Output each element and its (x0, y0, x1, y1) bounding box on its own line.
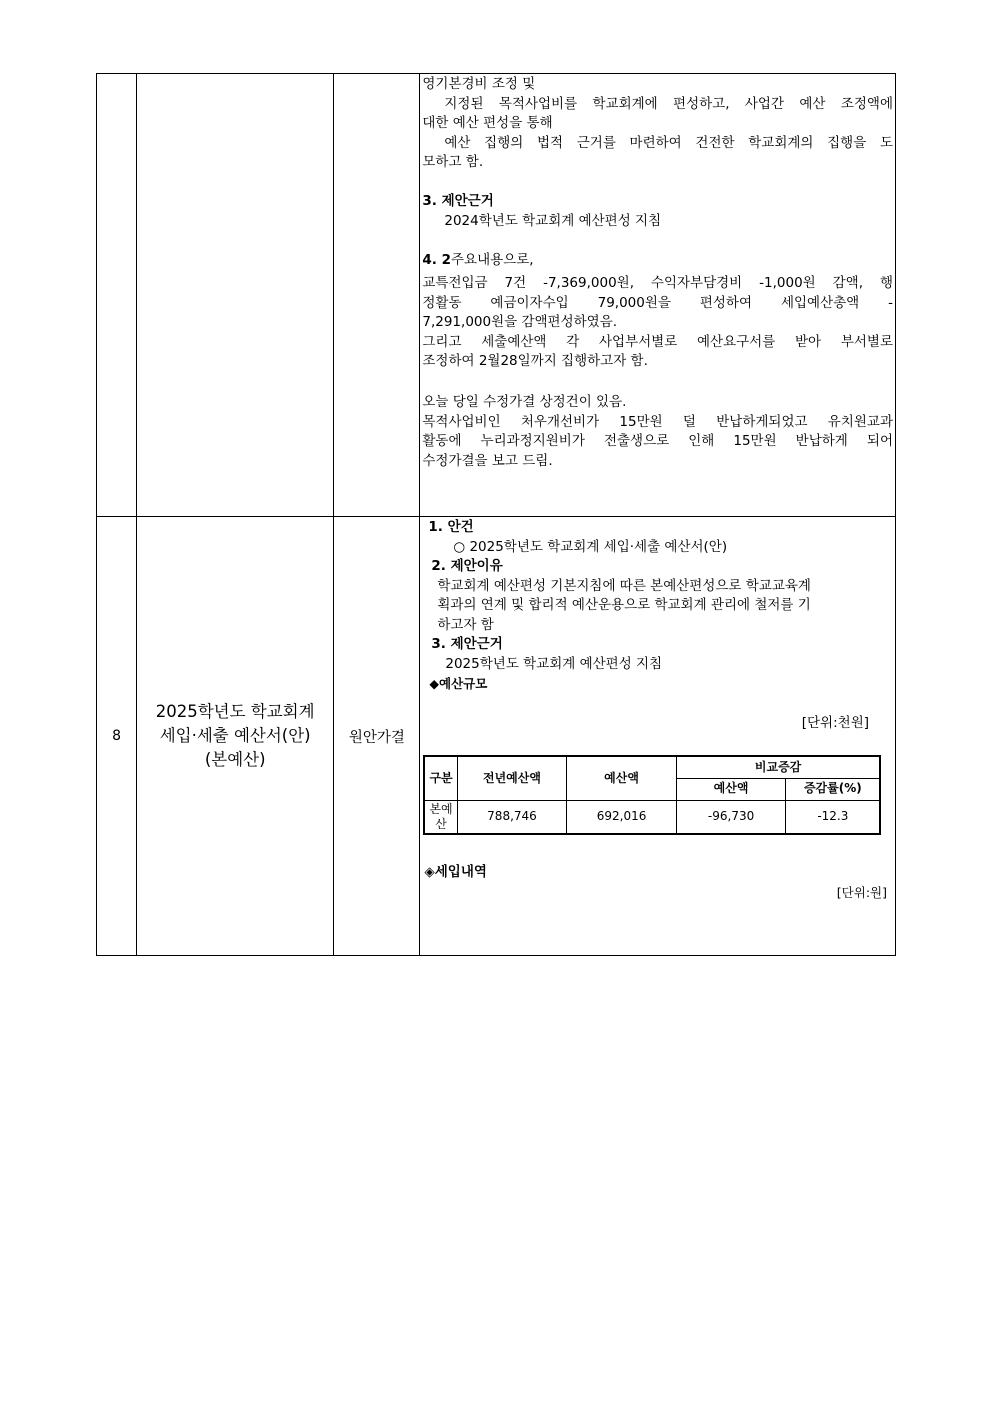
text-line: ○ 2025학년도 학교회계 세입·세출 예산서(안) (453, 538, 728, 555)
agenda-number: 8 (97, 517, 137, 956)
text-line: 예산 집행의 법적 근거를 마련하여 건전한 학교회계의 집행을 도 (444, 134, 893, 151)
text-line: 학교회계 예산편성 기본지침에 따른 본예산편성으로 학교교육계 (437, 577, 811, 594)
section-heading: 1. 안건 (428, 519, 474, 535)
agenda-content-cell (420, 517, 896, 956)
unit-label: [단위:천원] (801, 714, 869, 731)
budget-scale-heading: ◆예산규모 (429, 676, 488, 691)
section-heading: 3. 제안근거 (422, 193, 494, 209)
agenda-row-8 (97, 517, 896, 956)
header-diff-amount: 예산액 (676, 778, 786, 800)
agenda-title-line: 세입·세출 예산서(안) (159, 726, 311, 745)
text-line: 대한 예산 편성을 통해 (422, 115, 553, 131)
text-line: 하고자 함 (437, 616, 494, 633)
revenue-heading: ◈세입내역 (424, 864, 487, 880)
header-prev-budget: 전년예산액 (457, 756, 567, 800)
text-line: 오늘 당일 수정가결 상정건이 있음. (422, 394, 627, 410)
text-line: 활동에 누리과정지원비가 전출생으로 인해 15만원 반납하게 되어 (422, 433, 893, 449)
text-line: 정활동 예금이자수입 79,000원을 편성하여 세입예산총액 - (422, 294, 893, 311)
section-heading: 4. 2주요내용으로, (422, 251, 534, 268)
header-budget: 예산액 (567, 756, 677, 800)
budget-value: 692,016 (567, 800, 677, 834)
agenda-title-line: 2025학년도 학교회계 (155, 702, 315, 721)
text-line: 지정된 목적사업비를 학교회계에 편성하고, 사업간 예산 조정액에 (444, 95, 893, 112)
row-label: 본예산 (424, 800, 457, 834)
text-line: 7,291,000원을 감액편성하였음. (422, 314, 618, 330)
row1-title-cell (137, 74, 334, 517)
text-line: 조정하여 2월28일까지 집행하고자 함. (422, 353, 648, 369)
header-comparison: 비교증감 (676, 756, 880, 778)
agenda-decision: 원안가결 (334, 517, 420, 956)
text-line: 2025학년도 학교회계 예산편성 지침 (445, 655, 663, 672)
meeting-agenda-table (96, 73, 896, 956)
header-change-rate: 증감률(%) (786, 778, 881, 800)
diff-value: -96,730 (676, 800, 786, 834)
section-heading: 2. 제안이유 (431, 558, 503, 574)
text-line: 영기본경비 조정 및 (422, 76, 536, 92)
agenda-title-line: (본예산) (204, 750, 266, 769)
text-line: 모하고 함. (422, 154, 484, 170)
rate-value: -12.3 (786, 800, 881, 834)
row1-decision-cell (334, 74, 420, 517)
prev-budget-value: 788,746 (457, 800, 567, 834)
agenda-row-continued (97, 74, 896, 517)
text-line: 목적사업비인 처우개선비가 15만원 덜 반납하게되었고 유치원교과 (422, 413, 893, 430)
text-line: 획과의 연계 및 합리적 예산운용으로 학교회계 관리에 철저를 기 (437, 597, 811, 613)
text-line: 2024학년도 학교회계 예산편성 지침 (444, 212, 662, 229)
agenda-title-cell (137, 517, 334, 956)
unit-label: [단위:원] (836, 884, 887, 900)
text-line: 수정가결을 보고 드림. (422, 452, 553, 469)
text-line: 교특전입금 7건 -7,369,000원, 수익자부담경비 -1,000원 감액, 행 (422, 275, 893, 291)
section-heading: 3. 제안근거 (431, 636, 503, 652)
budget-scale-table (423, 755, 881, 835)
row1-number-cell (97, 74, 137, 517)
header-category: 구분 (424, 756, 457, 800)
row1-content-cell (420, 74, 896, 517)
text-line: 그리고 세출예산액 각 사업부서별로 예산요구서를 받아 부서별로 (422, 333, 893, 350)
